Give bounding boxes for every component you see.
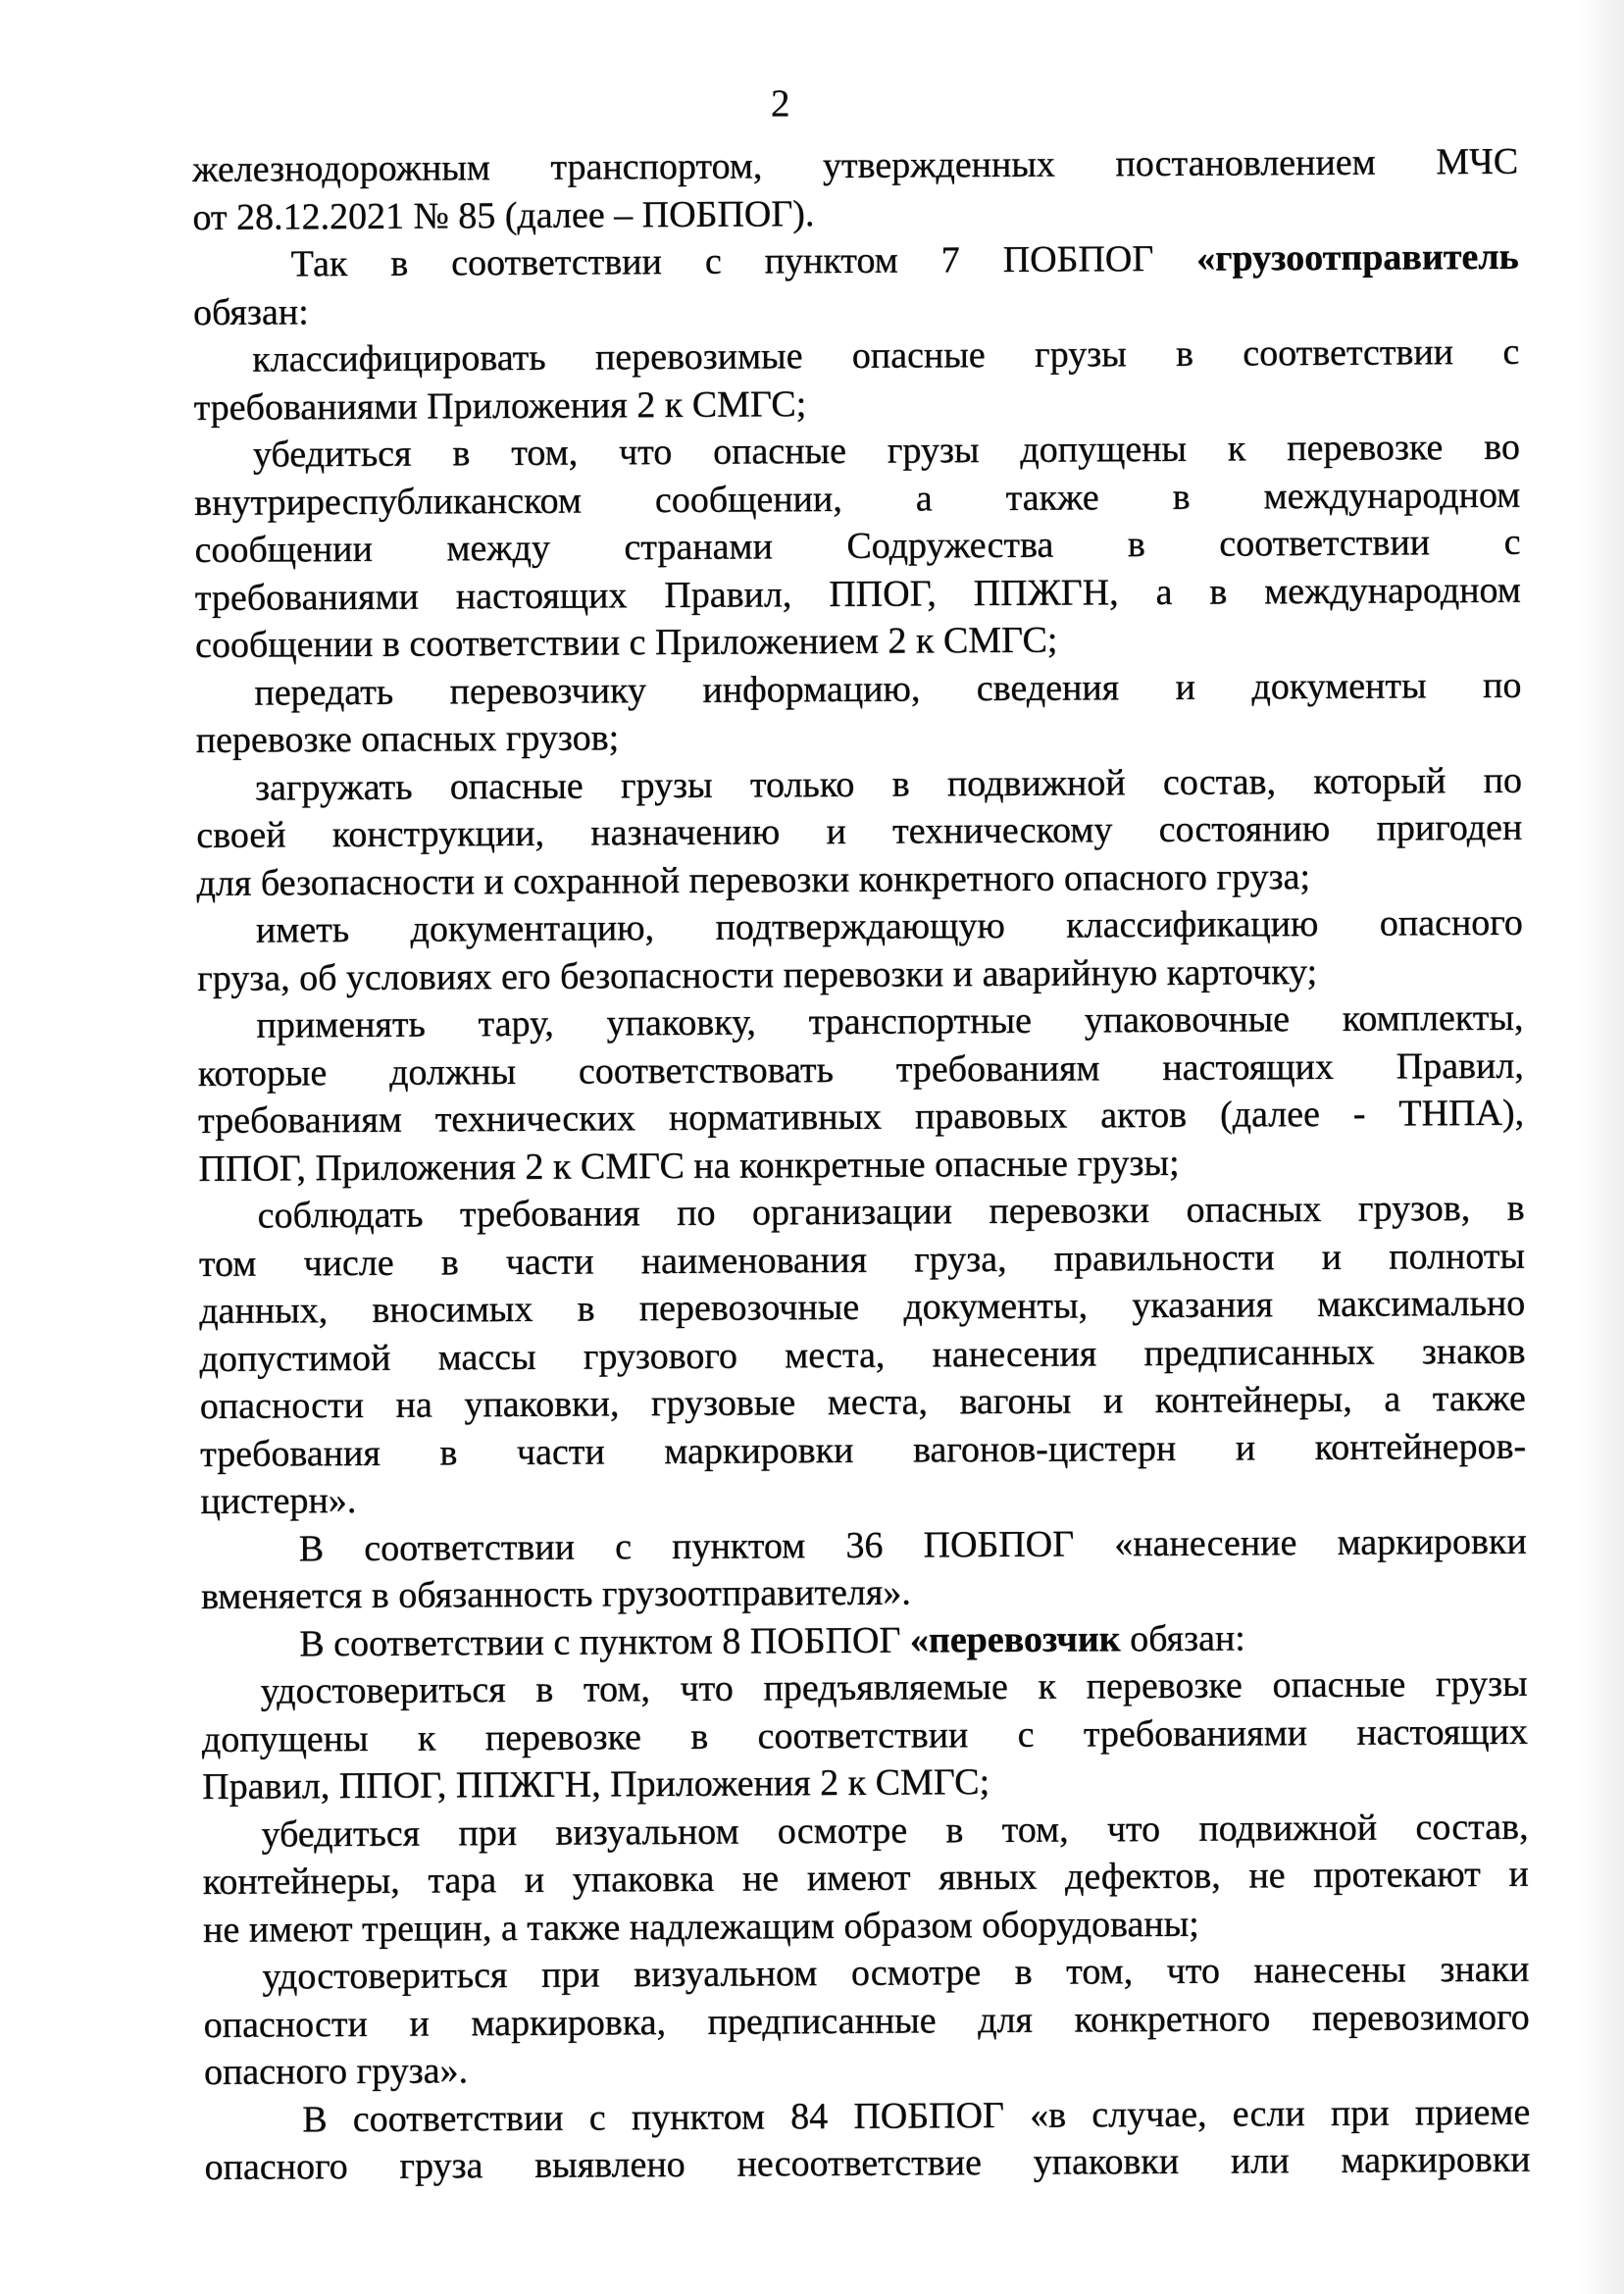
text-line [198, 1090, 1524, 1146]
text-run: Так в соответствии с пунктом 7 ПОБПОГ [290, 237, 1197, 285]
bold-term: «перевозчик [909, 1617, 1121, 1661]
page-number: 2 [771, 82, 790, 125]
text-run: обязан: [192, 290, 309, 333]
text-run: иметь документацию, подтверждающую классификацию опасного [255, 901, 1523, 951]
text-line [196, 756, 1522, 812]
text-run: для безопасности и сохранной перевозки конкретного опасного груза; [196, 855, 1311, 904]
text-line [201, 1660, 1527, 1716]
text-run: внутриреспубликанском сообщении, а также в международном [194, 474, 1521, 524]
text-line [197, 899, 1523, 955]
text-line [200, 1422, 1526, 1478]
bold-term: «грузоотправитель [1196, 235, 1519, 280]
text-run: обязан: [1120, 1616, 1245, 1659]
document-text [192, 138, 1531, 2192]
text-line [196, 851, 1522, 907]
text-line [192, 185, 1518, 241]
text-line [192, 138, 1518, 194]
text-run: убедиться в том, что опасные грузы допущены к перевозке во [252, 426, 1521, 476]
text-line [204, 2136, 1530, 2192]
text-line [201, 1565, 1527, 1621]
text-run: удостовериться при визуальном осмотре в том, что нанесены знаки [262, 1948, 1530, 1998]
text-run: контейнеры, тара и упаковка не имеют явных дефектов, не протекают и [202, 1853, 1529, 1903]
text-run: допущены к перевозке в соответствии с требованиями настоящих [201, 1710, 1529, 1760]
text-run: которые должны соответствовать требованиям настоящих Правил, [197, 1045, 1524, 1095]
text-run: своей конструкции, назначению и техническому состоянию пригоден [196, 806, 1523, 856]
text-run: вменяется в обязанность грузоотправителя». [200, 1571, 911, 1617]
text-run: классифицировать перевозимые опасные грузы в соответствии с [252, 331, 1520, 381]
text-run: убедиться при визуальном осмотре в том, что подвижной состав, [261, 1806, 1529, 1856]
text-line [194, 519, 1520, 575]
text-run: требования в части маркировки вагонов-цистерн и контейнеров- [200, 1425, 1527, 1475]
text-run: сообщении в соответствии с Приложением 2 к СМГС; [194, 619, 1058, 666]
text-run: требованиями Приложения 2 к СМГС; [193, 382, 807, 429]
text-line [197, 946, 1523, 1002]
text-run: В соответствии с пунктом 8 ПОБПОГ [299, 1619, 910, 1664]
text-line [195, 614, 1521, 670]
text-run: В соответствии с пунктом 84 ПОБПОГ «в случае, если при приеме [302, 2091, 1531, 2140]
text-line [201, 1517, 1527, 1573]
text-run: от 28.12.2021 № 85 (далее – ПОБПОГ). [192, 192, 815, 238]
text-run: опасности на упаковки, грузовые места, вагоны и контейнеры, а также [199, 1377, 1526, 1427]
text-line [198, 1137, 1524, 1193]
text-run: применять тару, упаковку, транспортные упаковочные комплекты, [256, 996, 1524, 1046]
text-run: железнодорожным транспортом, утвержденных постановлением МЧС [192, 140, 1519, 190]
text-line [197, 994, 1523, 1050]
text-line [202, 1756, 1528, 1811]
text-run: соблюдать требования по организации перевозки опасных грузов, в [257, 1187, 1525, 1237]
text-line [200, 1375, 1526, 1431]
text-line [199, 1232, 1525, 1288]
text-line [200, 1470, 1526, 1526]
text-line [199, 1327, 1525, 1383]
text-run: том числе в части наименования груза, правильности и полноты [198, 1235, 1526, 1285]
text-line [204, 2088, 1530, 2144]
text-line [199, 1185, 1525, 1241]
text-run: требованиями настоящих Правил, ППОГ, ППЖГН, а в международном [194, 569, 1521, 619]
text-run: требованиям технических нормативных правовых актов (далее - ТНПА), [197, 1092, 1525, 1142]
text-line [195, 566, 1521, 622]
text-line [196, 804, 1522, 860]
text-line [194, 424, 1520, 480]
text-run: ППОГ, Приложения 2 к СМГС на конкретные опасные грузы; [198, 1142, 1180, 1190]
text-line [193, 280, 1519, 336]
text-line [201, 1612, 1527, 1668]
text-line [193, 233, 1519, 289]
text-line [198, 1042, 1524, 1097]
text-run: В соответствии с пунктом 36 ПОБПОГ «нанесение маркировки [298, 1520, 1527, 1569]
text-run: сообщении между странами Содружества в соответствии с [194, 521, 1521, 571]
text-run: передать перевозчику информацию, сведения и документы по [254, 664, 1522, 714]
text-line [202, 1708, 1528, 1763]
text-run: удостовериться в том, что предъявляемые к перевозке опасные грузы [260, 1662, 1528, 1712]
text-line [203, 1898, 1529, 1954]
text-line [193, 376, 1519, 432]
text-run: допустимой массы грузового места, нанесения предписанных знаков [199, 1330, 1526, 1380]
text-line [203, 1946, 1529, 2002]
text-run: груза, об условиях его безопасности перевозки и аварийную карточку; [197, 950, 1318, 999]
text-line [193, 329, 1519, 384]
text-run: цистерн». [200, 1480, 357, 1522]
text-line [202, 1803, 1528, 1859]
text-run: опасного груза выявлено несоответствие упаковки или маркировки [204, 2138, 1531, 2188]
text-run: Правил, ППОГ, ППЖГН, Приложения 2 к СМГС; [202, 1761, 990, 1808]
text-line [194, 471, 1520, 527]
text-run: опасного груза». [203, 2050, 469, 2093]
text-line [195, 661, 1521, 717]
text-run: перевозке опасных грузов; [195, 717, 620, 761]
text-line [204, 2041, 1530, 2097]
text-line [203, 1851, 1529, 1907]
text-run: не имеют трещин, а также надлежащим образом оборудованы; [202, 1903, 1199, 1951]
text-run: данных, вносимых в перевозочные документы, указания максимально [199, 1282, 1526, 1332]
text-line [199, 1280, 1525, 1336]
text-run: опасности и маркировка, предписанные для конкретного перевозимого [203, 1996, 1530, 2046]
text-line [196, 709, 1522, 765]
text-line [204, 1993, 1530, 2049]
text-run: загружать опасные грузы только в подвижной состав, который по [254, 759, 1523, 809]
